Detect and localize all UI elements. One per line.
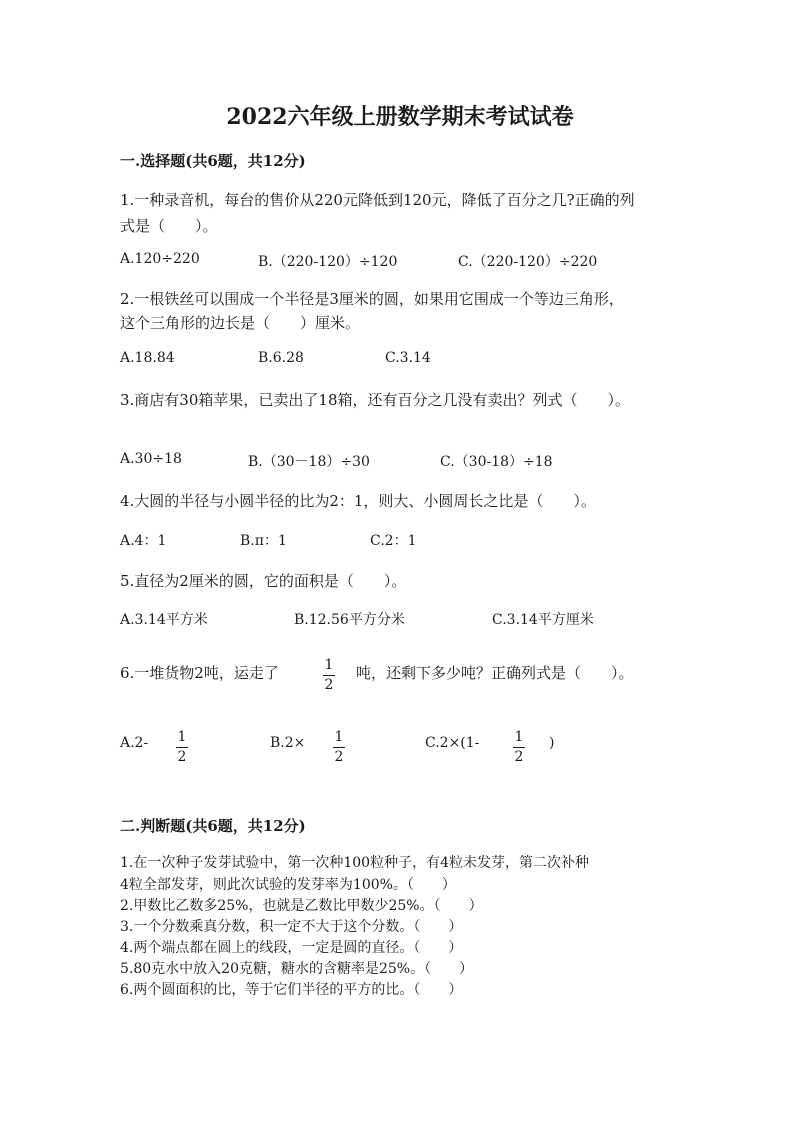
section-heading-judgment: 二.判断题(共6题，共12分) <box>120 817 306 835</box>
option-a-fraction <box>176 730 188 765</box>
question-3-option-c: C.（30-18）÷18 <box>440 454 553 470</box>
question-6-option-a: A.2- <box>120 735 149 751</box>
question-1-line-1: 1.一种录音机，每台的售价从220元降低到120元，降低了百分之几?正确的列 <box>120 191 635 209</box>
fraction-denominator: 2 <box>324 677 334 693</box>
fraction-bar <box>323 675 335 676</box>
question-4-option-a: A.4：1 <box>120 533 167 549</box>
question-2-option-b: B.6.28 <box>258 350 304 366</box>
fraction-numerator: 1 <box>334 729 344 745</box>
fraction-bar <box>176 747 188 748</box>
question-2-line-2: 这个三角形的边长是（ ）厘米。 <box>120 314 361 332</box>
question-5-line-1: 5.直径为2厘米的圆，它的面积是（ ）。 <box>120 572 407 590</box>
question-2-option-c: C.3.14 <box>385 350 431 366</box>
question-4-option-c: C.2：1 <box>370 533 417 549</box>
option-c-close-paren: ) <box>549 735 555 751</box>
question-6-text-after: 吨，还剩下多少吨？正确列式是（ ）。 <box>356 664 634 682</box>
fraction-numerator: 1 <box>514 729 524 745</box>
fraction-denominator: 2 <box>514 749 524 765</box>
question-4-option-b: B.π：1 <box>240 533 287 549</box>
question-4-line-1: 4.大圆的半径与小圆半径的比为2：1，则大、小圆周长之比是（ ）。 <box>120 492 596 510</box>
question-3-line-1: 3.商店有30箱苹果，已卖出了18箱，还有百分之几没有卖出？列式（ ）。 <box>120 391 630 409</box>
fraction-denominator: 2 <box>334 749 344 765</box>
fraction-numerator: 1 <box>324 657 334 673</box>
question-6-option-c: C.2×(1- <box>425 735 480 751</box>
judgment-line-2: 4粒全部发芽，则此次试验的发芽率为100%。（ ） <box>120 877 456 893</box>
judgment-line-7: 6.两个圆面积的比，等于它们半径的平方的比。（ ） <box>120 982 463 998</box>
question-1-option-a: A.120÷220 <box>120 251 200 267</box>
question-5-option-b: B.12.56平方分米 <box>294 612 405 628</box>
fraction-bar <box>333 747 345 748</box>
question-1-option-b: B.（220-120）÷120 <box>258 254 398 270</box>
question-5-option-a: A.3.14平方米 <box>120 612 208 628</box>
question-2-line-1: 2.一根铁丝可以围成一个半径是3厘米的圆，如果用它围成一个等边三角形， <box>120 290 624 308</box>
judgment-line-4: 3.一个分数乘真分数，积一定不大于这个分数。（ ） <box>120 919 463 935</box>
judgment-line-6: 5.80克水中放入20克糖，糖水的含糖率是25%。（ ） <box>120 961 474 977</box>
question-3-option-b: B.（30－18）÷30 <box>248 454 370 470</box>
question-6-text-before: 6.一堆货物2吨，运走了 <box>120 664 279 682</box>
question-2-option-a: A.18.84 <box>120 350 175 366</box>
judgment-line-1: 1.在一次种子发芽试验中，第一次种100粒种子，有4粒未发芽，第二次补种 <box>120 855 589 871</box>
question-5-option-c: C.3.14平方厘米 <box>492 612 594 628</box>
option-b-fraction <box>333 730 345 765</box>
fraction-bar <box>513 747 525 748</box>
question-6-option-b: B.2× <box>270 735 306 751</box>
question-3-option-a: A.30÷18 <box>120 451 182 467</box>
judgment-line-5: 4.两个端点都在圆上的线段，一定是圆的直径。（ ） <box>120 940 463 956</box>
question-1-line-2: 式是（ ）。 <box>120 217 218 235</box>
question-6-fraction <box>323 658 335 693</box>
page-title: 2022六年级上册数学期末考试试卷 <box>226 104 574 130</box>
section-heading-choice: 一.选择题(共6题，共12分) <box>120 152 306 170</box>
fraction-denominator: 2 <box>177 749 187 765</box>
question-1-option-c: C.（220-120）÷220 <box>458 254 598 270</box>
fraction-numerator: 1 <box>177 729 187 745</box>
judgment-line-3: 2.甲数比乙数多25%，也就是乙数比甲数少25%。（ ） <box>120 898 483 914</box>
option-c-fraction <box>513 730 525 765</box>
